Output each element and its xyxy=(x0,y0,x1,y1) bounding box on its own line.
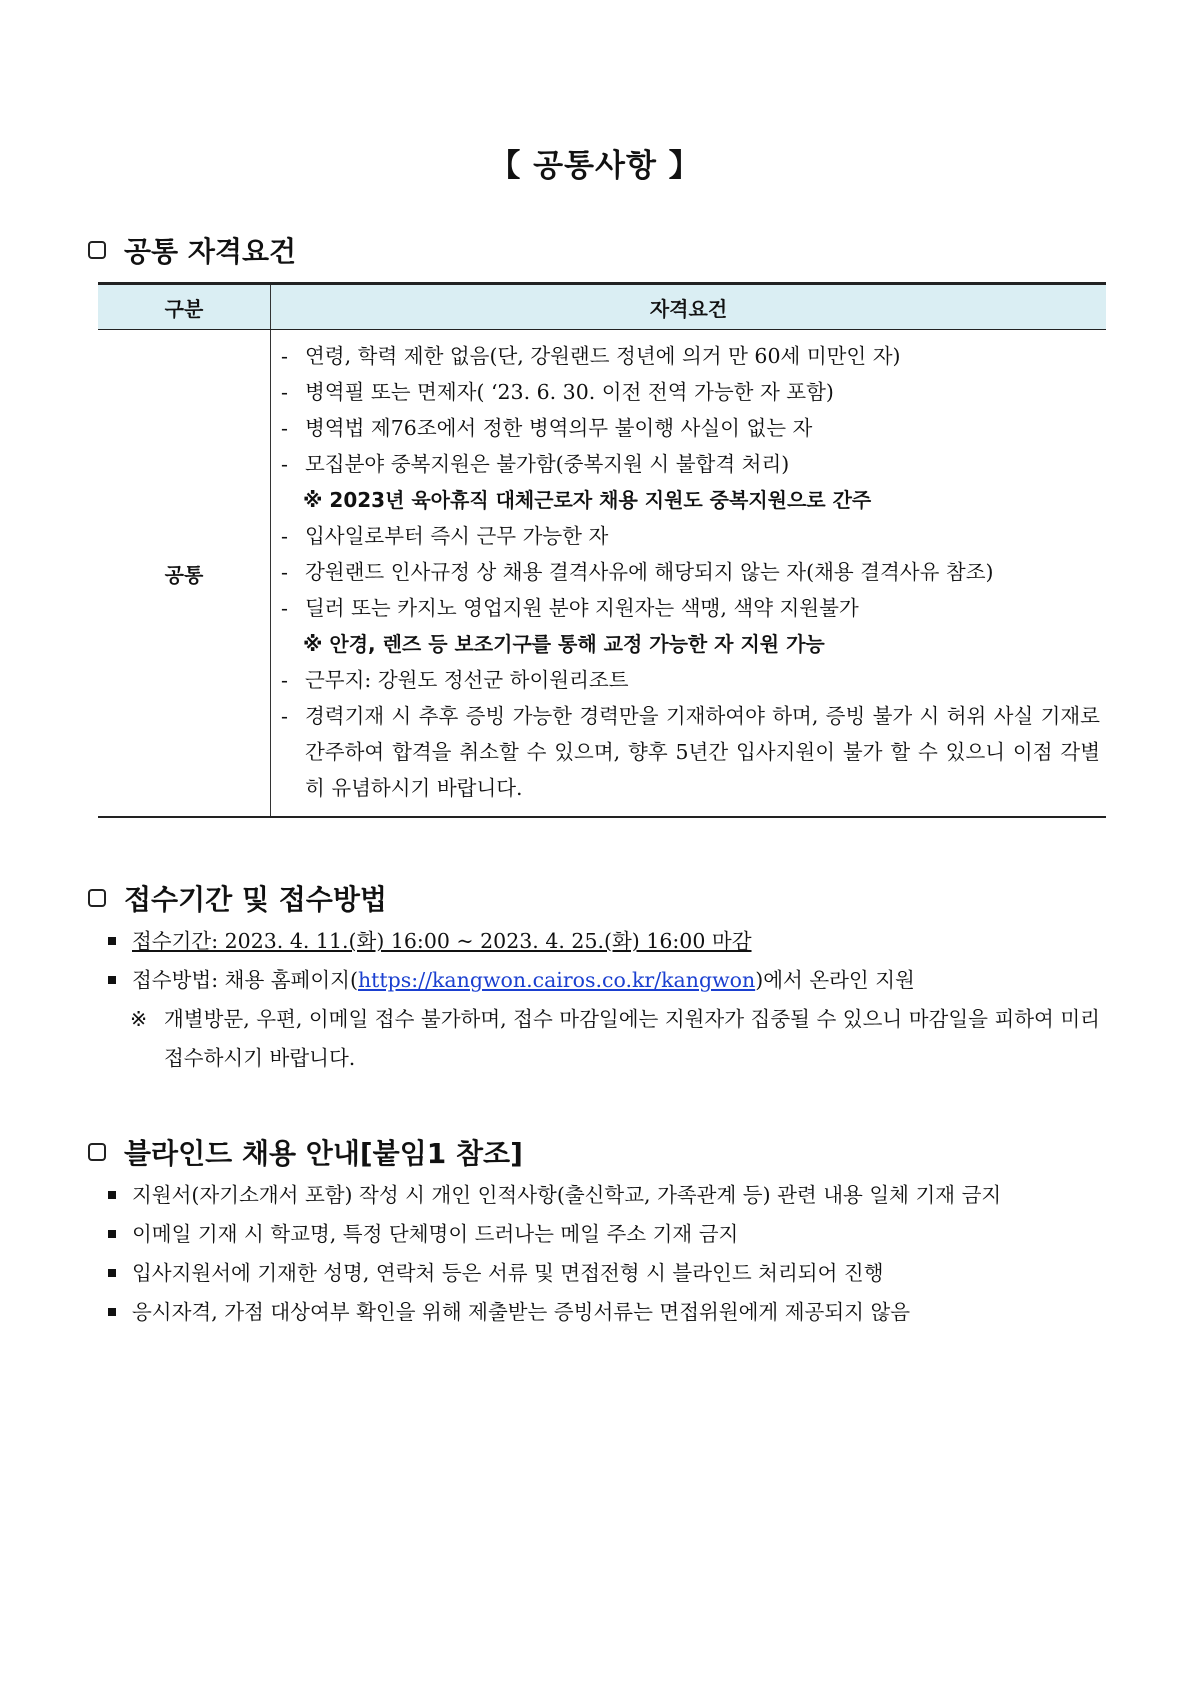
requirement-text: 강원랜드 인사규정 상 채용 결격사유에 해당되지 않는 자(채용 결격사유 참조) xyxy=(305,560,994,584)
dash-marker: - xyxy=(281,668,288,692)
bullet-square-icon xyxy=(108,1269,116,1277)
dash-marker: - xyxy=(281,344,288,368)
list-item xyxy=(108,1215,1108,1254)
table-row xyxy=(98,330,1106,818)
requirement-line xyxy=(281,698,1100,806)
blind-list xyxy=(108,1176,1108,1332)
qualification-table xyxy=(98,282,1106,818)
section-heading-blind xyxy=(88,1132,523,1172)
requirements-cell xyxy=(271,330,1107,818)
application-method-suffix: )에서 온라인 지원 xyxy=(755,968,915,992)
section-heading-text: 접수기간 및 접수방법 xyxy=(124,883,387,916)
requirement-line xyxy=(281,446,1100,482)
blind-item-text: 이메일 기재 시 학교명, 특정 단체명이 드러나는 메일 주소 기재 금지 xyxy=(132,1222,739,1246)
application-note xyxy=(130,1000,1100,1078)
application-period: 접수기간: 2023. 4. 11.(화) 16:00 ~ 2023. 4. 25.(화) 16:00 마감 xyxy=(132,929,752,953)
note-mark: ※ xyxy=(130,1007,148,1031)
homepage-link[interactable]: https://kangwon.cairos.co.kr/kangwon xyxy=(357,968,756,992)
requirement-line xyxy=(281,590,1100,626)
dash-marker: - xyxy=(281,524,288,548)
requirement-line xyxy=(281,374,1100,410)
blind-item-text: 응시자격, 가점 대상여부 확인을 위해 제출받는 증빙서류는 면접위원에게 제공되지 않음 xyxy=(132,1300,911,1324)
dash-marker: - xyxy=(281,452,288,476)
list-item xyxy=(108,961,1108,1000)
requirement-note: ※ 안경, 렌즈 등 보조기구를 통해 교정 가능한 자 지원 가능 xyxy=(303,632,825,656)
dash-marker: - xyxy=(281,704,288,728)
section-heading-text: 공통 자격요건 xyxy=(124,235,297,268)
header-category: 구분 xyxy=(98,284,271,330)
list-item xyxy=(108,1176,1108,1215)
requirement-line xyxy=(281,662,1100,698)
section-heading-qualification xyxy=(88,230,296,270)
requirement-text: 딜러 또는 카지노 영업지원 분야 지원자는 색맹, 색약 지원불가 xyxy=(305,596,859,620)
list-item xyxy=(108,922,1108,961)
blind-item-text: 입사지원서에 기재한 성명, 연락처 등은 서류 및 면접전형 시 블라인드 처리되어 진행 xyxy=(132,1261,884,1285)
checkbox-square-icon xyxy=(88,889,106,907)
requirement-text: 입사일로부터 즉시 근무 가능한 자 xyxy=(305,524,609,548)
bullet-square-icon xyxy=(108,976,116,984)
requirement-text: 연령, 학력 제한 없음(단, 강원랜드 정년에 의거 만 60세 미만인 자) xyxy=(305,344,901,368)
requirement-text: 병역필 또는 면제자( ‘23. 6. 30. 이전 전역 가능한 자 포함) xyxy=(305,380,834,404)
requirement-note: ※ 2023년 육아휴직 대체근로자 채용 지원도 중복지원으로 간주 xyxy=(303,488,872,512)
header-requirements: 자격요건 xyxy=(271,284,1107,330)
requirement-text: 경력기재 시 추후 증빙 가능한 경력만을 기재하여야 하며, 증빙 불가 시 허위 사실 기재로 간주하여 합격을 취소할 수 있으며, 향후 5년간 입사지원이 불가 할 수 있으니 이점 각별히 유념하시기 바랍니다. xyxy=(305,704,1100,800)
bullet-square-icon xyxy=(108,1191,116,1199)
section-heading-text: 블라인드 채용 안내[붙임1 참조] xyxy=(124,1137,523,1170)
requirement-text: 근무지: 강원도 정선군 하이원리조트 xyxy=(305,668,629,692)
application-method-prefix: 접수방법: 채용 홈페이지( xyxy=(132,968,358,992)
dash-marker: - xyxy=(281,596,288,620)
requirement-line xyxy=(281,338,1100,374)
blind-item-text: 지원서(자기소개서 포함) 작성 시 개인 인적사항(출신학교, 가족관계 등) 관련 내용 일체 기재 금지 xyxy=(132,1183,1002,1207)
table-header-row xyxy=(98,284,1106,330)
section-heading-application xyxy=(88,878,387,918)
bullet-square-icon xyxy=(108,1308,116,1316)
dash-marker: - xyxy=(281,416,288,440)
page-title: 【 공통사항 】 xyxy=(489,148,701,184)
list-item xyxy=(108,1254,1108,1293)
requirement-line xyxy=(281,554,1100,590)
bullet-square-icon xyxy=(108,937,116,945)
application-note-text: 개별방문, 우편, 이메일 접수 불가하며, 접수 마감일에는 지원자가 집중될 수 있으니 마감일을 피하여 미리 접수하시기 바랍니다. xyxy=(164,1007,1100,1070)
checkbox-square-icon xyxy=(88,241,106,259)
category-cell: 공통 xyxy=(98,330,271,818)
bullet-square-icon xyxy=(108,1230,116,1238)
requirement-line xyxy=(281,410,1100,446)
checkbox-square-icon xyxy=(88,1143,106,1161)
application-list xyxy=(108,922,1108,1078)
requirement-text: 병역법 제76조에서 정한 병역의무 불이행 사실이 없는 자 xyxy=(305,416,813,440)
list-item xyxy=(108,1293,1108,1332)
dash-marker: - xyxy=(281,560,288,584)
requirement-text: 모집분야 중복지원은 불가함(중복지원 시 불합격 처리) xyxy=(305,452,790,476)
dash-marker: - xyxy=(281,380,288,404)
requirement-line xyxy=(281,518,1100,554)
